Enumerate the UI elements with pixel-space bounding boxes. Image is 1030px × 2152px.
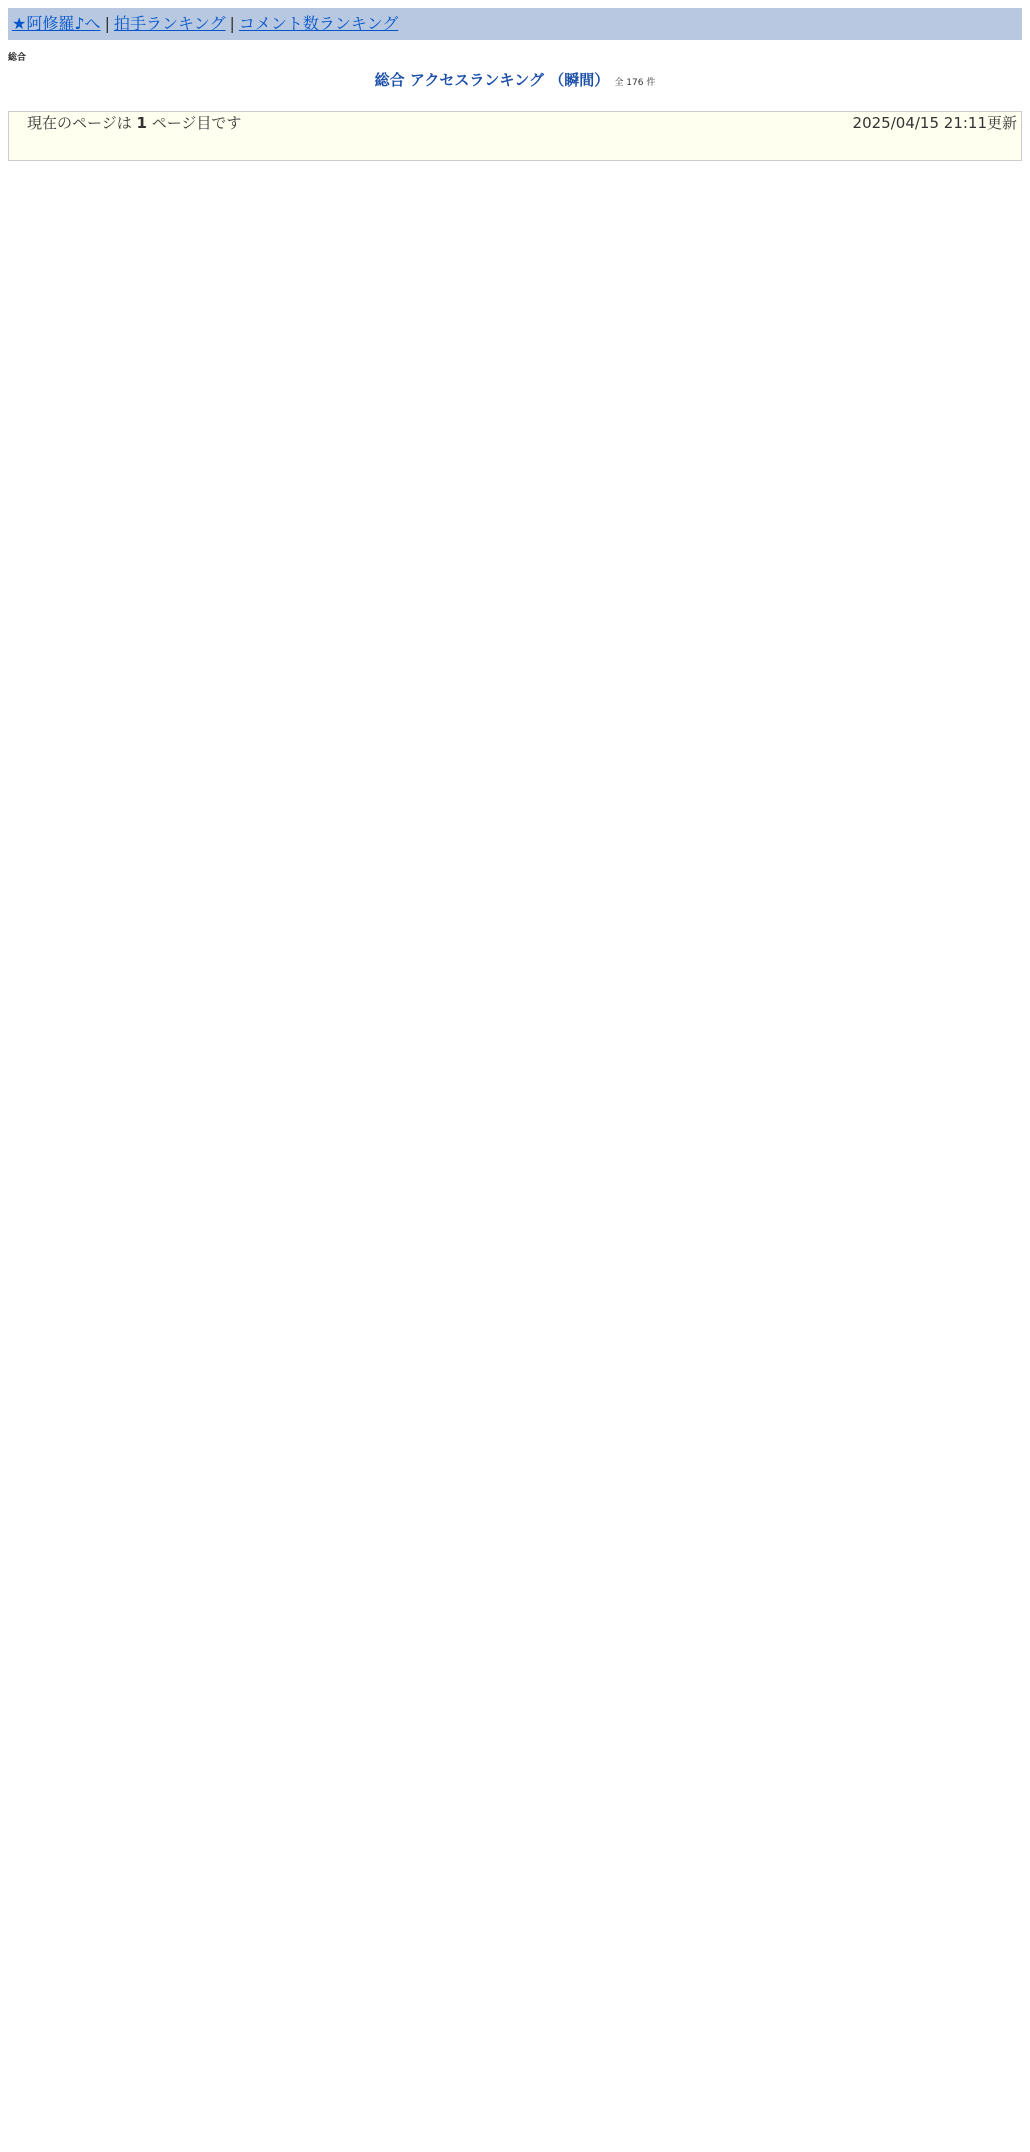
period-selector (0, 89, 1022, 111)
blog-link[interactable]: ★阿修羅♪へ (12, 14, 101, 33)
section-label: 総合 (8, 53, 27, 63)
top-nav-bar (8, 8, 1022, 40)
nav-separator: | (229, 14, 235, 33)
title-text: 総合 アクセスランキング （瞬間） (374, 71, 610, 89)
pager (9, 134, 1021, 160)
total-count: 全 176 件 (614, 78, 656, 88)
page-title (0, 69, 1030, 87)
page-info-panel (8, 111, 1022, 161)
updated-time: 2025/04/15 21:11更新 (852, 114, 1017, 132)
comment-ranking-link[interactable]: コメント数ランキング (238, 14, 399, 33)
clap-ranking-link[interactable]: 拍手ランキング (113, 14, 226, 33)
nav-separator: | (104, 14, 110, 33)
page-indicator: 現在のページは 1 ページ目です (27, 114, 242, 132)
